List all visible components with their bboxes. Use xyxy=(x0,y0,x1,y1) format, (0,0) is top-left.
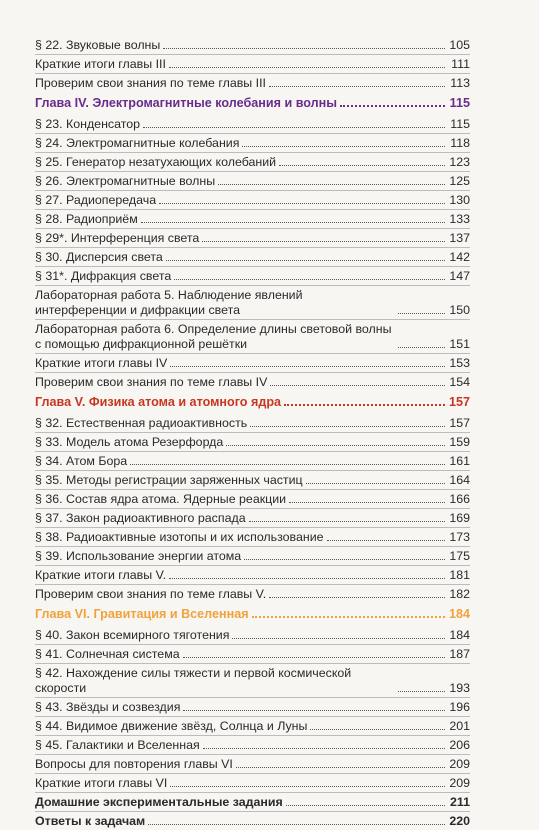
dot-leader xyxy=(226,445,445,446)
toc-page-number: 130 xyxy=(449,193,470,207)
toc-page-number: 115 xyxy=(449,96,470,110)
toc-entry-title: § 45. Галактики и Вселенная xyxy=(35,738,200,752)
dot-leader xyxy=(203,748,445,749)
toc-entry-title: Проверим свои знания по теме главы III xyxy=(35,76,266,90)
toc-page-number: 125 xyxy=(449,174,470,188)
toc-entry-title: § 44. Видимое движение звёзд, Солнца и Луны xyxy=(35,719,308,733)
toc-page-number: 105 xyxy=(449,38,470,52)
table-of-contents xyxy=(35,36,470,830)
toc-entry-title: § 42. Нахождение силы тяжести и первой космической скорости xyxy=(35,666,352,695)
dot-leader xyxy=(170,786,445,787)
toc-entry xyxy=(35,320,470,354)
toc-page-number: 201 xyxy=(449,719,470,733)
toc-entry-title: Лабораторная работа 6. Определение длины световой волны с помощью дифракционной решётки xyxy=(35,322,392,351)
toc-chapter-heading xyxy=(35,92,470,115)
toc-entry-title: § 29*. Интерференция света xyxy=(35,231,200,245)
toc-entry-title: Краткие итоги главы IV xyxy=(35,356,168,370)
toc-page-number: 157 xyxy=(448,395,470,409)
dot-leader xyxy=(174,279,445,280)
toc-entry-title: Лабораторная работа 5. Наблюдение явлений интерференции и дифракции света xyxy=(35,288,303,317)
toc-page-number: 209 xyxy=(449,757,470,771)
dot-leader xyxy=(130,464,445,465)
toc-entry xyxy=(35,528,470,547)
toc-entry xyxy=(35,452,470,471)
dot-leader xyxy=(279,165,445,166)
toc-entry-title: § 26. Электромагнитные волны xyxy=(35,174,216,188)
toc-entry-title: § 25. Генератор незатухающих колебаний xyxy=(35,155,277,169)
toc-entry xyxy=(35,755,470,774)
toc-entry xyxy=(35,626,470,645)
toc-page-number: 181 xyxy=(449,568,470,582)
toc-entry-title: Краткие итоги главы V. xyxy=(35,568,167,582)
toc-entry-title: Глава IV. Электромагнитные колебания и волны xyxy=(35,96,338,110)
toc-page-number: 154 xyxy=(449,375,470,389)
toc-page-number: 166 xyxy=(449,492,470,506)
toc-entry-title: Глава V. Физика атома и атомного ядра xyxy=(35,395,282,409)
dot-leader xyxy=(159,203,445,204)
dot-leader xyxy=(310,729,445,730)
dot-leader xyxy=(232,638,445,639)
dot-leader xyxy=(163,48,445,49)
toc-entry xyxy=(35,547,470,566)
toc-page-number: 115 xyxy=(450,117,470,131)
toc-entry xyxy=(35,793,470,812)
dot-leader xyxy=(327,540,445,541)
toc-entry-title: § 31*. Дифракция света xyxy=(35,269,172,283)
toc-entry-title: Домашние экспериментальные задания xyxy=(35,795,283,809)
toc-entry xyxy=(35,191,470,210)
dot-leader xyxy=(148,824,445,825)
toc-entry xyxy=(35,248,470,267)
toc-entry-title: Краткие итоги главы III xyxy=(35,57,166,71)
toc-entry-title: Проверим свои знания по теме главы IV xyxy=(35,375,268,389)
dot-leader xyxy=(236,767,445,768)
toc-page-number: 142 xyxy=(449,250,470,264)
toc-entry xyxy=(35,698,470,717)
toc-page-number: 164 xyxy=(449,473,470,487)
dot-leader xyxy=(269,597,445,598)
toc-entry xyxy=(35,645,470,664)
toc-entry-title: Ответы к задачам xyxy=(35,814,146,828)
dot-leader xyxy=(269,86,445,87)
toc-entry xyxy=(35,812,470,830)
toc-page-number: 169 xyxy=(449,511,470,525)
dot-leader xyxy=(183,710,445,711)
toc-entry xyxy=(35,267,470,286)
toc-entry-title: § 35. Методы регистрации заряженных частиц xyxy=(35,473,303,487)
dot-leader xyxy=(166,260,445,261)
toc-entry xyxy=(35,433,470,452)
toc-page-number: 196 xyxy=(449,700,470,714)
toc-page-number: 118 xyxy=(450,136,470,150)
toc-entry xyxy=(35,74,470,92)
toc-page-number: 209 xyxy=(449,776,470,790)
dot-leader xyxy=(170,366,445,367)
toc-page-number: 150 xyxy=(449,303,470,317)
toc-entry xyxy=(35,36,470,55)
toc-entry-title: § 32. Естественная радиоактивность xyxy=(35,416,248,430)
toc-entry xyxy=(35,509,470,528)
toc-entry-title: § 24. Электромагнитные колебания xyxy=(35,136,240,150)
dot-leader xyxy=(143,127,445,128)
toc-entry-title: Глава VI. Гравитация и Вселенная xyxy=(35,607,249,621)
toc-entry xyxy=(35,414,470,433)
toc-page-number: 151 xyxy=(449,337,470,351)
toc-chapter-heading xyxy=(35,603,470,626)
dot-leader xyxy=(169,578,445,579)
toc-entry xyxy=(35,286,470,320)
dot-leader xyxy=(249,521,445,522)
toc-entry-title: § 36. Состав ядра атома. Ядерные реакции xyxy=(35,492,287,506)
toc-page-number: 187 xyxy=(449,647,470,661)
toc-entry-title: § 37. Закон радиоактивного распада xyxy=(35,511,246,525)
toc-entry-title: § 33. Модель атома Резерфорда xyxy=(35,435,224,449)
dot-leader xyxy=(398,347,445,348)
toc-entry xyxy=(35,354,470,373)
toc-entry xyxy=(35,210,470,229)
toc-page-number: 173 xyxy=(449,530,470,544)
toc-entry xyxy=(35,585,470,603)
dot-leader xyxy=(244,559,445,560)
toc-entry xyxy=(35,153,470,172)
toc-entry xyxy=(35,115,470,134)
toc-entry xyxy=(35,373,470,391)
dot-leader xyxy=(398,313,445,314)
toc-entry xyxy=(35,774,470,793)
dot-leader xyxy=(398,691,445,692)
toc-entry-title: Краткие итоги главы VI xyxy=(35,776,168,790)
toc-entry-title: § 30. Дисперсия света xyxy=(35,250,163,264)
toc-page-number: 184 xyxy=(449,628,470,642)
dot-leader xyxy=(284,404,445,406)
toc-entry xyxy=(35,229,470,248)
toc-entry-title: Проверим свои знания по теме главы V. xyxy=(35,587,267,601)
toc-entry xyxy=(35,566,470,585)
toc-entry xyxy=(35,490,470,509)
dot-leader xyxy=(252,616,445,618)
toc-entry xyxy=(35,664,470,698)
toc-entry-title: § 34. Атом Бора xyxy=(35,454,128,468)
dot-leader xyxy=(183,657,445,658)
toc-page-number: 153 xyxy=(449,356,470,370)
toc-entry xyxy=(35,172,470,191)
toc-page-number: 184 xyxy=(448,607,470,621)
toc-entry-title: § 43. Звёзды и созвездия xyxy=(35,700,181,714)
toc-entry xyxy=(35,55,470,74)
toc-entry xyxy=(35,717,470,736)
toc-page-number: 147 xyxy=(449,269,470,283)
toc-page-number: 133 xyxy=(449,212,470,226)
dot-leader xyxy=(289,502,445,503)
toc-page-number: 123 xyxy=(449,155,470,169)
toc-page-number: 193 xyxy=(449,681,470,695)
dot-leader xyxy=(340,105,445,107)
toc-entry xyxy=(35,134,470,153)
toc-page-number: 211 xyxy=(450,795,470,809)
toc-page-number: 161 xyxy=(449,454,470,468)
dot-leader xyxy=(202,241,445,242)
dot-leader xyxy=(242,146,445,147)
toc-page-number: 157 xyxy=(449,416,470,430)
toc-entry-title: § 28. Радиоприём xyxy=(35,212,138,226)
toc-entry xyxy=(35,471,470,490)
dot-leader xyxy=(141,222,445,223)
toc-page-number: 113 xyxy=(450,76,470,90)
toc-page-number: 159 xyxy=(449,435,470,449)
toc-entry-title: § 23. Конденсатор xyxy=(35,117,141,131)
toc-page-number: 220 xyxy=(449,814,470,828)
toc-entry-title: § 41. Солнечная система xyxy=(35,647,180,661)
dot-leader xyxy=(250,426,445,427)
toc-entry-title: § 27. Радиопередача xyxy=(35,193,157,207)
dot-leader xyxy=(306,483,445,484)
toc-page-number: 206 xyxy=(449,738,470,752)
toc-entry xyxy=(35,736,470,755)
dot-leader xyxy=(169,67,445,68)
toc-entry-title: Вопросы для повторения главы VI xyxy=(35,757,233,771)
toc-page-number: 182 xyxy=(449,587,470,601)
dot-leader xyxy=(270,385,445,386)
toc-entry-title: § 38. Радиоактивные изотопы и их использование xyxy=(35,530,324,544)
dot-leader xyxy=(218,184,445,185)
toc-chapter-heading xyxy=(35,391,470,414)
toc-page-number: 111 xyxy=(451,57,470,71)
toc-page-number: 137 xyxy=(449,231,470,245)
toc-entry-title: § 40. Закон всемирного тяготения xyxy=(35,628,230,642)
toc-entry-title: § 22. Звуковые волны xyxy=(35,38,161,52)
toc-entry-title: § 39. Использование энергии атома xyxy=(35,549,242,563)
toc-page-number: 175 xyxy=(449,549,470,563)
